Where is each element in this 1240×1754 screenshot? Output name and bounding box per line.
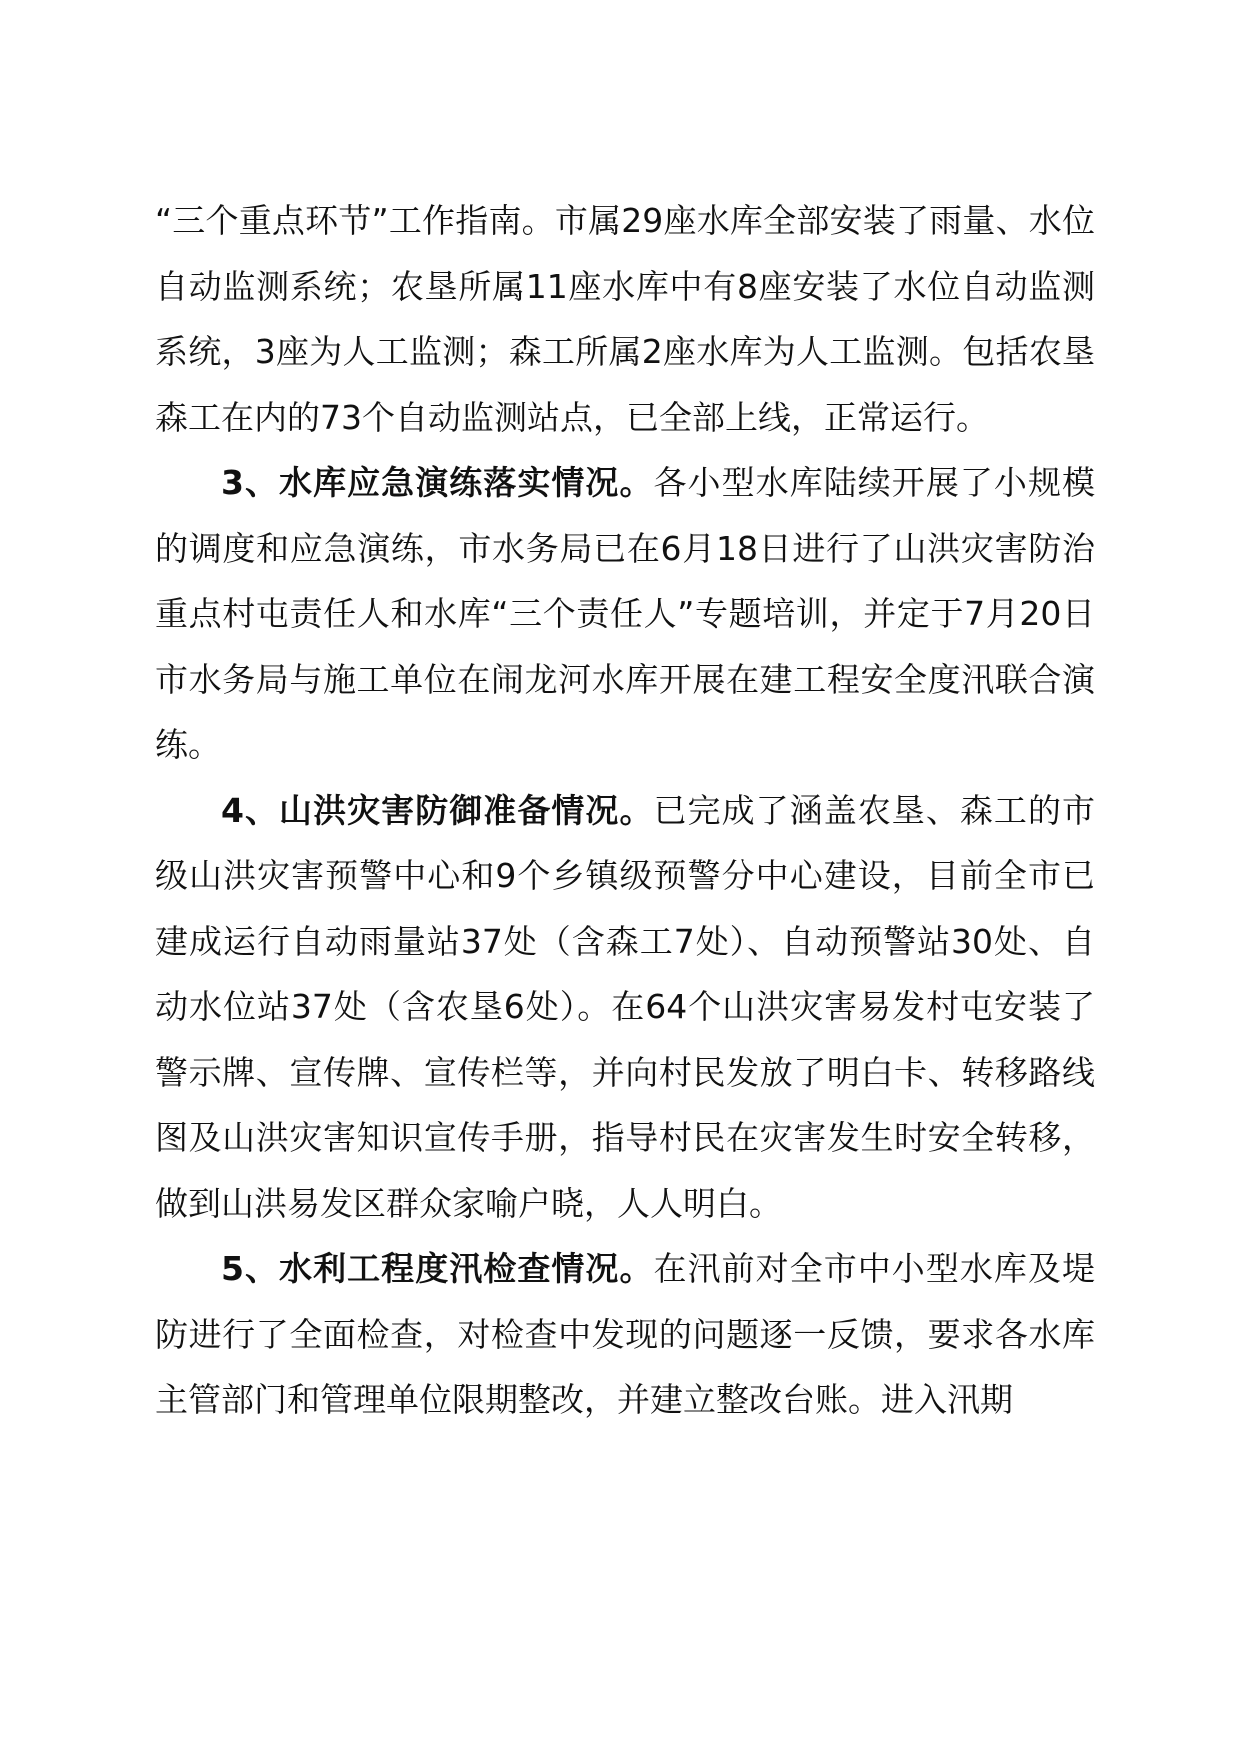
paragraph-text: 各小型水库陆续开展了小规模的调度和应急演练，市水务局已在6月18日进行了山洪灾害防治重点村屯责任人和水库“三个责任人”专题培训，并定于7月20日市水务局与施工单位在闹龙河水库开展在建工程安全度汛联合演练。 [155,463,1095,764]
document-body [155,188,1095,1433]
paragraph-text: “三个重点环节”工作指南。市属29座水库全部安装了雨量、水位自动监测系统；农垦所属11座水库中有8座安装了水位自动监测系统，3座为人工监测；森工所属2座水库为人工监测。包括农垦森工在内的73个自动监测站点，已全部上线，正常运行。 [155,201,1095,437]
paragraph-heading: 4、山洪灾害防御准备情况。 [221,790,654,830]
paragraph-heading: 3、水库应急演练落实情况。 [221,463,654,502]
paragraph-project-inspection [155,1236,1095,1433]
paragraph-continuation [155,188,1095,450]
paragraph-flash-flood-defense [155,778,1095,1237]
paragraph-emergency-drill [155,450,1095,778]
paragraph-heading: 5、水利工程度汛检查情况。 [221,1249,654,1288]
paragraph-text: 已完成了涵盖农垦、森工的市级山洪灾害预警中心和9个乡镇级预警分中心建设，目前全市已建成运行自动雨量站37处（含森工7处）、自动预警站30处、自动水位站37处（含农垦6处）。在64个山洪灾害易发村屯安装了警示牌、宣传牌、宣传栏等，并向村民发放了明白卡、转移路线图及山洪灾害知识宣传手册，指导村民在灾害发生时安全转移，做到山洪易发区群众家喻户晓，人人明白。 [155,790,1095,1223]
paragraph-text: 在汛前对全市中小型水库及堤防进行了全面检查，对检查中发现的问题逐一反馈，要求各水库主管部门和管理单位限期整改，并建立整改台账。进入汛期 [155,1249,1095,1419]
